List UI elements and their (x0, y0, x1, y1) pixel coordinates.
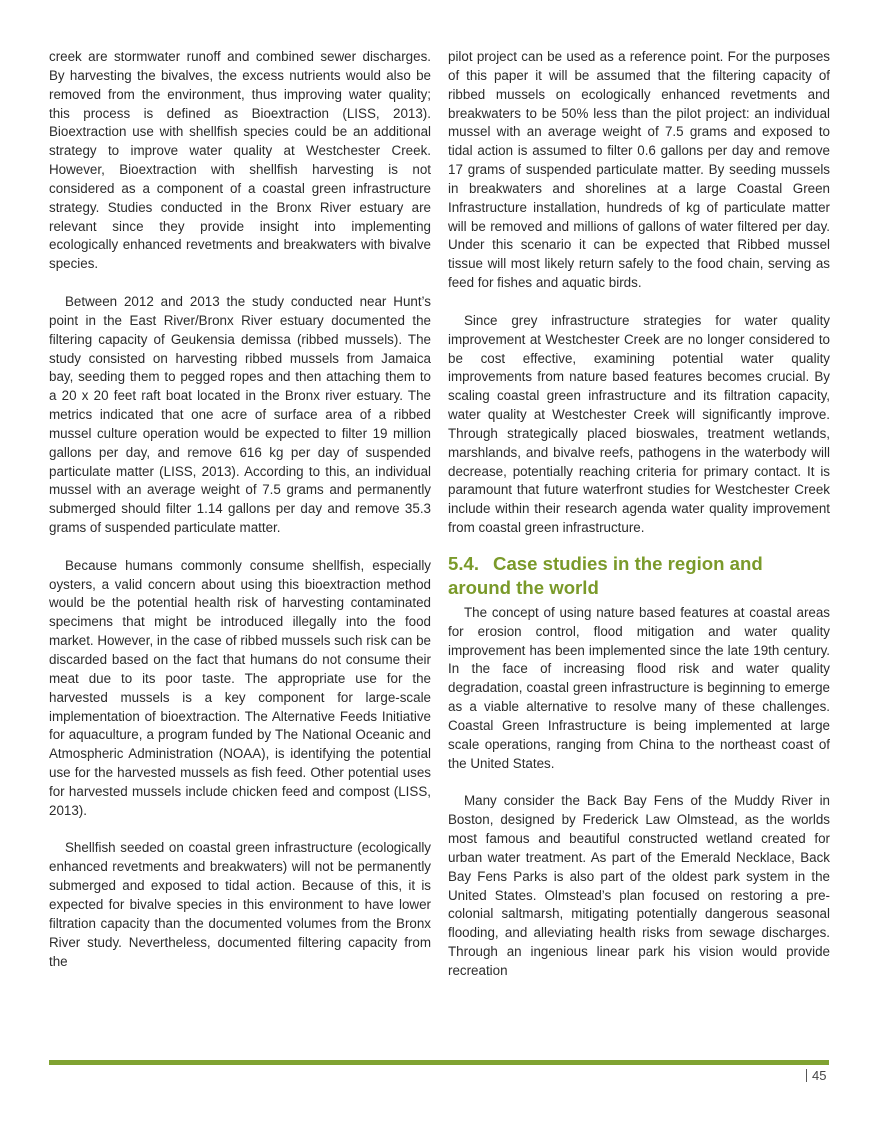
paragraph: pilot project can be used as a reference point. For the purposes of this paper it will be assumed that the filtering capacity of ribbed mussels on ecologically enhanced revetments and breakwaters to be 50% less than the pilot project: an individual mussel with an average weight of 7.5 grams and exposed to tidal action is assumed to filter 0.6 gallons per day and remove 17 grams of suspended particulate matter. By seeding mussels in breakwaters and shorelines at a large Coastal Green Infrastructure installation, hundreds of kg of particulate matter will be removed and millions of gallons of water filtered per day. Under this scenario it can be expected that Ribbed mussel tissue will most likely return safely to the food chain, serving as feed for fishes and aquatic birds. (448, 49, 830, 291)
section-title: Case studies in the region and around the world (448, 552, 763, 598)
paragraph: Between 2012 and 2013 the study conducted near Hunt’s point in the East River/Bronx River estuary documented the filtering capacity of Geukensia demissa (ribbed mussels). The study consisted on harvesting ribbed mussels from Jamaica bay, seeding them to pegged ropes and then attaching them to a 20 x 20 feet raft boat located in the Bronx river estuary. The metrics indicated that one acre of surface area of a ribbed mussel culture operation would be expected to filter 19 million gallons per day, and remove 616 kg per day of suspended particulate matter (LISS, 2013). According to this, an individual mussel with an average weight of 7.5 grams and permanently submerged should filter 1.14 gallons per day and remove 35.3 grams of suspended particulate matter. (49, 293, 431, 536)
paragraph: Shellfish seeded on coastal green infrastructure (ecologically enhanced revetments and breakwaters) will not be permanently submerged and exposed to tidal action. Because of this, it is expected for bivalve species in this environment to have lower filtration capacity than the documented volumes from the Bronx River study. Nevertheless, documented filtering capacity from the (49, 840, 431, 969)
section-heading (448, 552, 830, 600)
paragraph: Many consider the Back Bay Fens of the Muddy River in Boston, designed by Frederick Law Olmstead, as the worlds most famous and beautiful constructed wetland created for urban water treatment. As part of the Emerald Necklace, Back Bay Fens Parks is also part of the oldest park system in the United States. Olmstead’s plan focused on restoring a pre-colonial saltmarsh, mitigating potentially dangerous seasonal flooding, and alleviating health risks from sewage discharges. Through an ingenious linear park his vision would provide recreation (448, 793, 830, 978)
paragraph: creek are stormwater runoff and combined sewer discharges. By harvesting the bivalves, the excess nutrients would also be removed from the environment, thus improving water quality; this process is defined as Bioextraction (LISS, 2013). Bioextraction use with shellfish species could be an additional strategy to improve water quality at Westchester Creek. However, Bioextraction with shellfish harvesting is not considered as a component of a coastal green infrastructure strategy. Studies conducted in the Bronx River estuary are relevant since they provide insight into implementing ecologically enhanced revetments and breakwaters with bivalve species. (49, 49, 431, 272)
footer-rule (49, 1060, 829, 1065)
right-column (448, 48, 830, 981)
page-footer (806, 1068, 826, 1083)
section-number: 5.4. (448, 552, 480, 574)
page-number: 45 (812, 1068, 827, 1083)
left-column (49, 48, 431, 971)
divider (806, 1069, 807, 1082)
paragraph: The concept of using nature based features at coastal areas for erosion control, flood mitigation and water quality improvement has been implemented since the late 19th century. In the face of increasing flood risk and water quality degradation, coastal green infrastructure is beginning to emerge as a viable alternative to resolve many of these challenges. Coastal Green Infrastructure is being implemented at large scale operations, ranging from China to the northeast coast of the United States. (448, 604, 830, 771)
paragraph: Because humans commonly consume shellfish, especially oysters, a valid concern about using this bioextraction method would be the potential health risk of harvesting contaminated specimens that might be introduced illegally into the food market. However, in the case of ribbed mussels such risk can be discarded based on the fact that humans do not consume their meat due to its poor taste. The appropriate use for the harvested mussels is a key component for large-scale implementation of bioextraction. The Alternative Feeds Initiative for aquaculture, a program funded by The National Oceanic and Atmospheric Administration (NOAA), is identifying the potential use for the harvested mussels as fish feed. Other potential uses for harvested mussels include chicken feed and compost (LISS, 2013). (49, 557, 431, 818)
paragraph: Since grey infrastructure strategies for water quality improvement at Westchester Creek are no longer considered to be cost effective, examining potential water quality improvements from nature based features becomes crucial. By scaling coastal green infrastructure and its filtration capacity, water quality at Westchester Creek will significantly improve. Through strategically placed bioswales, treatment wetlands, marshlands, and bivalve reefs, pathogens in the waterbody will decrease, potentially reaching criteria for primary contact. It is paramount that future waterfront studies for Westchester Creek include within their research agenda water quality improvement from coastal green infrastructure. (448, 312, 830, 536)
